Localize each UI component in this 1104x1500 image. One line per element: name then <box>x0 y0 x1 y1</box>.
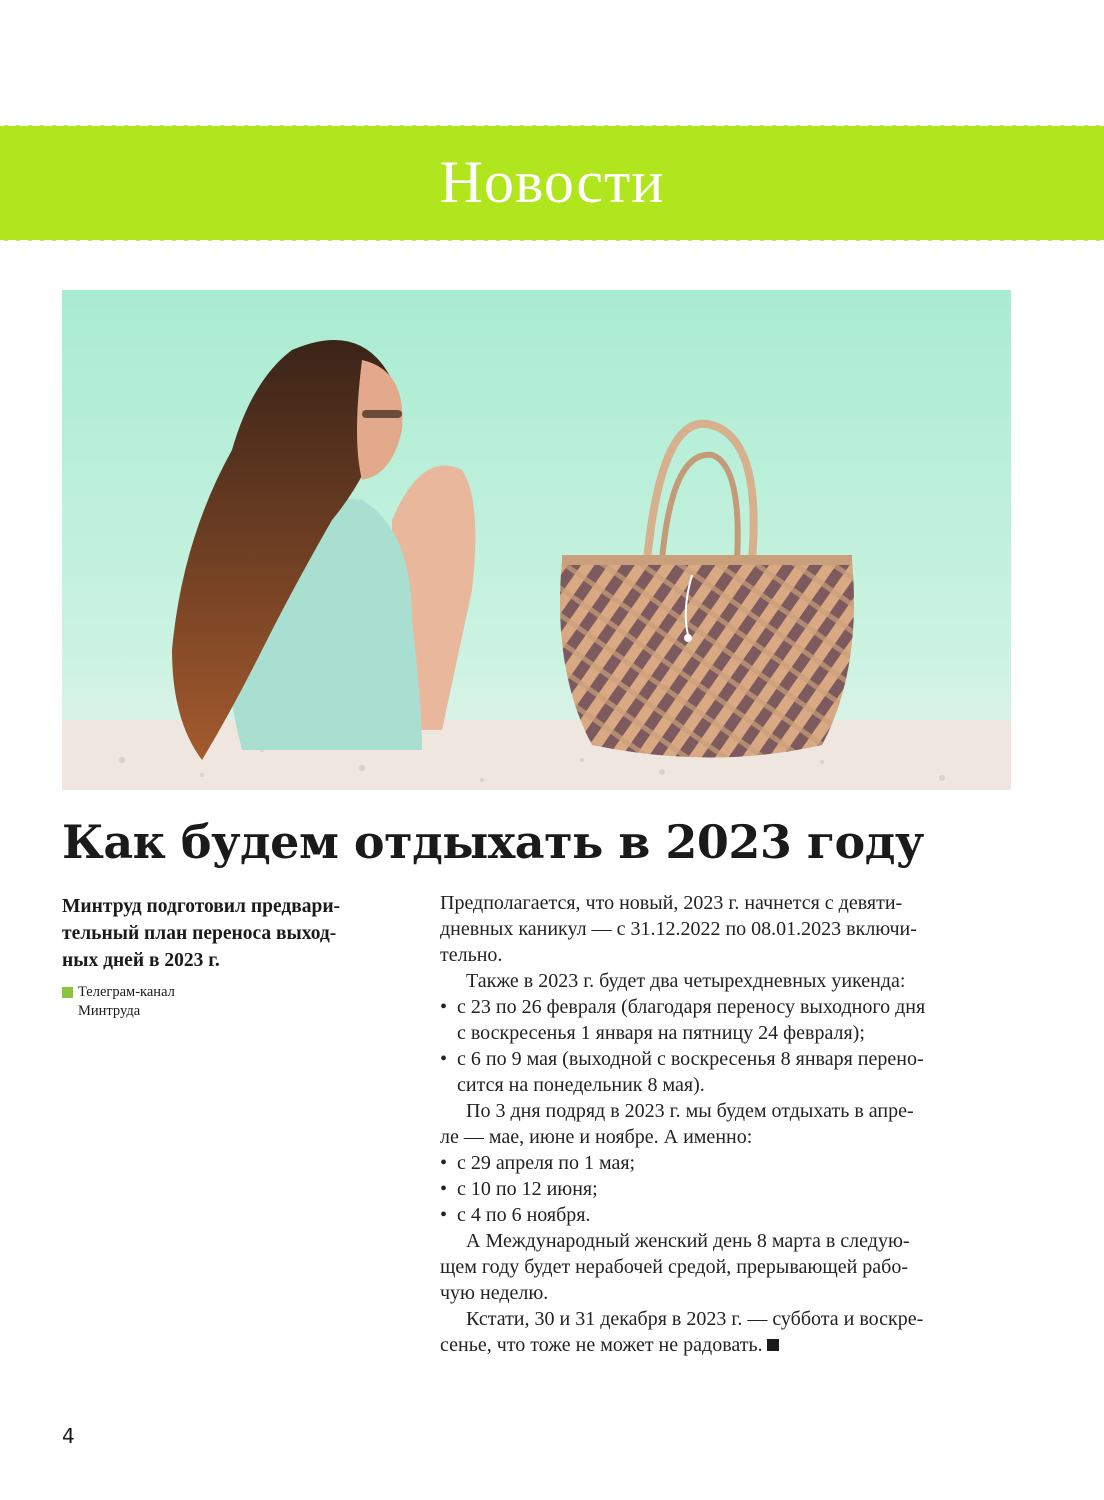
bullet-line: • с 29 апреля по 1 мая; <box>440 1152 636 1174</box>
article-lead <box>62 893 392 974</box>
source-line: Телеграм-канал <box>78 984 175 1000</box>
body-line: ле — мае, июне и ноябре. А именно: <box>440 1126 753 1148</box>
article-photo <box>62 290 1011 790</box>
bullet-icon: • <box>440 1152 448 1174</box>
article-headline: Как будем отдыхать в 2023 году <box>62 815 924 869</box>
body-line: тельно. <box>440 944 503 966</box>
bullet-icon: • <box>440 996 448 1018</box>
lead-line: ных дней в 2023 г. <box>62 950 220 971</box>
source-line: Минтруда <box>78 1003 141 1019</box>
bullet-icon: • <box>440 1178 448 1200</box>
body-line: дневных каникул — с 31.12.2022 по 08.01.2023 включи- <box>440 918 917 940</box>
body-line: чую неделю. <box>440 1282 549 1304</box>
lead-line: Минтруд подготовил предвари- <box>62 896 341 917</box>
bullet-line: сится на понедельник 8 мая). <box>457 1074 705 1096</box>
section-title: Новости <box>439 149 665 215</box>
bullet-line: • с 4 по 6 ноября. <box>440 1204 591 1226</box>
bullet-line: с воскресенья 1 января на пятницу 24 февраля); <box>457 1022 865 1044</box>
body-line: Также в 2023 г. будет два четырехдневных уикенда: <box>466 970 906 992</box>
lead-line: тельный план переноса выход- <box>62 923 337 944</box>
body-line: щем году будет нерабочей средой, прерывающей рабо- <box>440 1256 909 1278</box>
body-line: сенье, что тоже не может не радовать. <box>440 1332 1040 1358</box>
bullet-icon: • <box>440 1048 448 1070</box>
bullet-line: • с 23 по 26 февраля (благодаря переносу выходного дня <box>440 996 926 1018</box>
page-number: 4 <box>62 1424 75 1448</box>
banner-wavy-edge-top <box>0 122 1104 130</box>
banner-wavy-edge-bottom <box>0 236 1104 244</box>
end-of-article-icon <box>767 1339 779 1351</box>
bullet-line: • с 10 по 12 июня; <box>440 1178 598 1200</box>
body-line: По 3 дня подряд в 2023 г. мы будем отдыхать в апре- <box>466 1100 914 1122</box>
source-marker-icon <box>62 987 73 998</box>
body-line: Предполагается, что новый, 2023 г. начнется с девяти- <box>440 892 903 914</box>
article-source <box>62 983 312 1021</box>
bullet-icon: • <box>440 1204 448 1226</box>
article-body <box>440 890 1040 1358</box>
body-line: А Международный женский день 8 марта в следую- <box>466 1230 910 1252</box>
beach-woman-basket-photo <box>62 290 1011 790</box>
body-line: Кстати, 30 и 31 декабря в 2023 г. — суббота и воскре- <box>466 1308 924 1330</box>
bullet-line: • с 6 по 9 мая (выходной с воскресенья 8 января перено- <box>440 1048 924 1070</box>
